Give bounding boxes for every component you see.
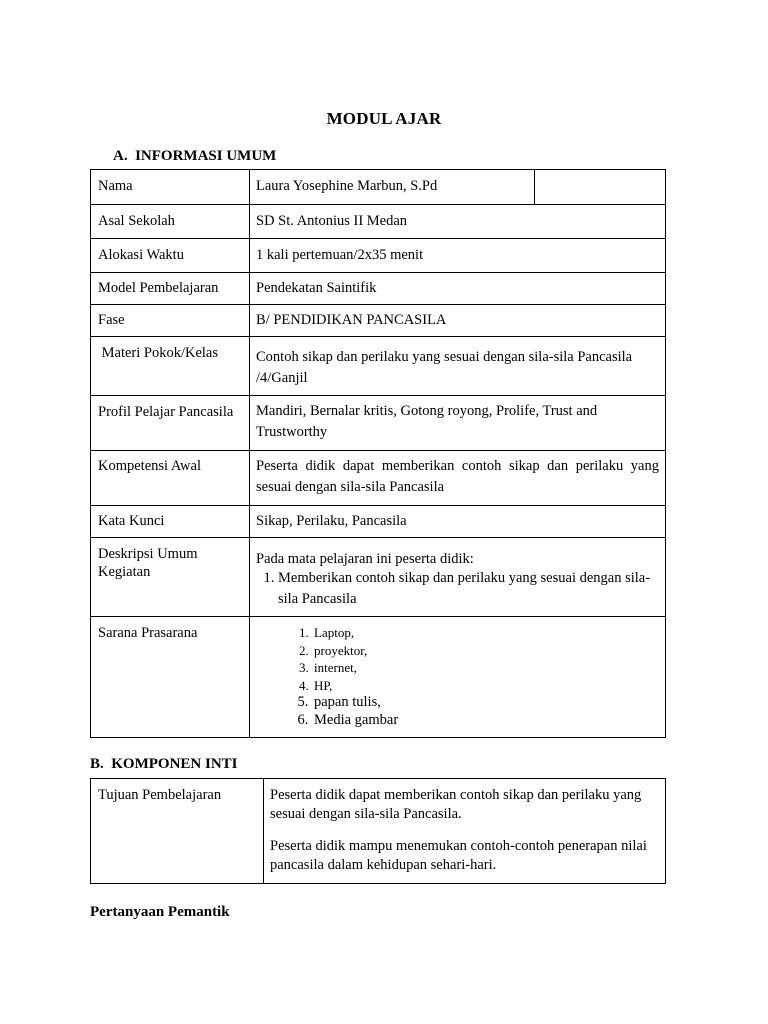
list-item: 2. proyektor, <box>312 642 659 660</box>
value-cell: SD St. Antonius II Medan <box>250 205 666 239</box>
paragraph: Peserta didik dapat memberikan contoh sikap dan perilaku yang sesuai dengan sila-sila Pancasila. <box>270 787 642 822</box>
table-row <box>91 170 666 205</box>
list-item: 1. Laptop, <box>312 624 659 642</box>
value-cell: Contoh sikap dan perilaku yang sesuai dengan sila-sila Pancasila /4/Ganjil <box>250 337 666 396</box>
description-intro: Pada mata pelajaran ini peserta didik: <box>256 551 474 567</box>
value-cell: Peserta didik dapat memberikan contoh sikap dan perilaku yang sesuai dengan sila-sila Pancasila <box>250 451 666 506</box>
label-cell: Nama <box>91 170 250 205</box>
table-row <box>91 506 666 538</box>
value-cell: B/ PENDIDIKAN PANCASILA <box>250 305 666 337</box>
value-cell: Sikap, Perilaku, Pancasila <box>250 506 666 538</box>
description-list <box>256 568 659 610</box>
value-cell: 1 kali pertemuan/2x35 menit <box>250 239 666 273</box>
paragraph: Peserta didik mampu menemukan contoh-contoh penerapan nilai pancasila dalam kehidupan sehari-hari. <box>270 838 647 873</box>
table-row <box>91 396 666 451</box>
list-item: 5. papan tulis, <box>312 694 659 712</box>
section-a-heading: A. INFORMASI UMUM <box>113 148 277 164</box>
label-cell: Materi Pokok/Kelas <box>91 337 250 396</box>
label-cell: Asal Sekolah <box>91 205 250 239</box>
label-cell: Alokasi Waktu <box>91 239 250 273</box>
komponen-inti-table <box>90 778 666 884</box>
label-cell: Fase <box>91 305 250 337</box>
label-cell: Model Pembelajaran <box>91 273 250 305</box>
pertanyaan-pemantik-heading: Pertanyaan Pemantik <box>90 904 230 920</box>
table-row <box>91 779 666 884</box>
label-cell: Kompetensi Awal <box>91 451 250 506</box>
value-cell: Mandiri, Bernalar kritis, Gotong royong, Prolife, Trust and Trustworthy <box>250 396 666 451</box>
document-title: MODUL AJAR <box>326 109 442 128</box>
table-row <box>91 305 666 337</box>
value-cell: Laura Yosephine Marbun, S.Pd <box>250 170 535 205</box>
list-item: 6. Media gambar <box>312 712 659 730</box>
list-item: 3. internet, <box>312 659 659 677</box>
label-cell: Tujuan Pembelajaran <box>91 779 264 884</box>
value-cell <box>250 538 666 617</box>
table-row <box>91 337 666 396</box>
table-row <box>91 451 666 506</box>
table-row <box>91 239 666 273</box>
label-cell: Profil Pelajar Pancasila <box>91 396 250 451</box>
label-cell: Deskripsi Umum Kegiatan <box>91 538 250 617</box>
section-b-heading: B. KOMPONEN INTI <box>90 756 238 772</box>
list-item: 4. HP, <box>312 677 659 695</box>
label-cell: Sarana Prasarana <box>91 617 250 738</box>
sarana-list <box>256 624 659 729</box>
table-row <box>91 273 666 305</box>
table-row <box>91 617 666 738</box>
informasi-umum-table <box>90 169 666 738</box>
value-cell <box>264 779 666 884</box>
list-item: 1. Memberikan contoh sikap dan perilaku yang sesuai dengan sila-sila Pancasila <box>278 568 659 610</box>
value-cell <box>250 617 666 738</box>
label-cell: Kata Kunci <box>91 506 250 538</box>
table-row <box>91 205 666 239</box>
value-cell: Pendekatan Saintifik <box>250 273 666 305</box>
table-row <box>91 538 666 617</box>
empty-cell <box>535 170 666 205</box>
